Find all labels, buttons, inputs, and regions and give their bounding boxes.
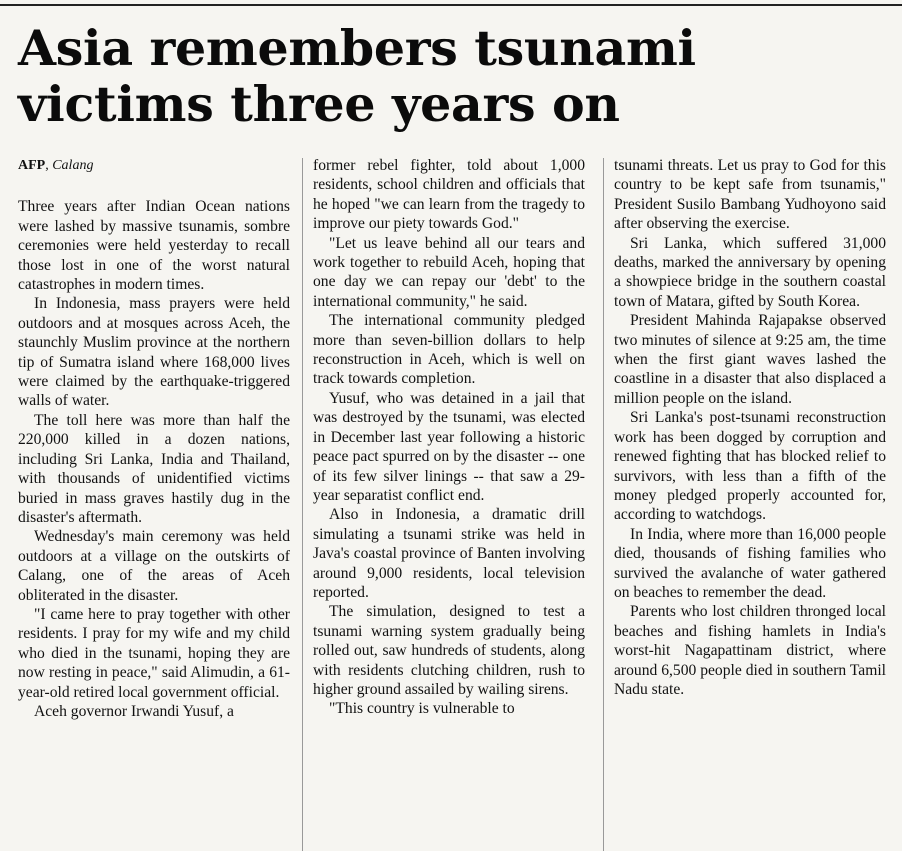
top-rule [0,4,902,6]
byline: AFP, Calang [18,158,94,173]
paragraph: Parents who lost children thronged local beaches and fishing hamlets in India's worst-hit Nagapattinam district, where around 6,500 people died in southern Tamil Nadu state. [614,603,886,698]
paragraph: Also in Indonesia, a dramatic drill simulating a tsunami strike was held in Java's coastal province of Banten involving around 9,000 residents, local television reported. [313,506,585,601]
article-column-1 [18,156,290,721]
column-divider [302,158,303,851]
paragraph: Aceh governor Irwandi Yusuf, a [34,702,234,720]
paragraph: former rebel fighter, told about 1,000 residents, school children and officials that he hoped "we can learn from the tragedy to improve our piety towards God." [313,157,585,233]
paragraph: Sri Lanka's post-tsunami reconstruction work has been dogged by corruption and renewed fighting that has blocked relief to survivors, with less than a fifth of the money pledged properly accounted for, according to watchdogs. [614,409,886,524]
paragraph: In Indonesia, mass prayers were held outdoors and at mosques across Aceh, the staunchly Muslim province at the northern tip of Sumatra island where 168,000 lives were claimed by the earthquake-triggered walls of water. [18,295,290,410]
paragraph: "Let us leave behind all our tears and work together to rebuild Aceh, hoping that one day we can repay our 'debt' to the international community," he said. [313,234,585,310]
article-column-3 [614,156,886,699]
paragraph: The simulation, designed to test a tsunami warning system gradually being rolled out, saw hundreds of students, along with residents clutching children, rush to higher ground assailed by wailing sirens. [313,603,585,698]
article-column-2 [313,156,585,719]
column-divider [603,158,604,851]
paragraph: The toll here was more than half the 220,000 killed in a dozen nations, including Sri Lanka, India and Thailand, with thousands of unidentified victims buried in mass graves hastily dug in the disaster's aftermath. [18,411,290,526]
byline-source: AFP [18,158,46,173]
paragraph: Wednesday's main ceremony was held outdoors at a village on the outskirts of Calang, one of the areas of Aceh obliterated in the disaster. [18,528,290,604]
paragraph: "This country is vulnerable to [329,700,515,718]
paragraph: Sri Lanka, which suffered 31,000 deaths, marked the anniversary by opening a showpiece bridge in the southern coastal town of Matara, gifted by South Korea. [614,234,886,310]
paragraph: The international community pledged more than seven-billion dollars to help reconstruction in Aceh, which is well on track towards completion. [313,312,585,388]
headline: Asia remembers tsunami victims three years on [18,19,696,133]
byline-location: Calang [52,158,94,173]
paragraph: Three years after Indian Ocean nations were lashed by massive tsunamis, sombre ceremonies were held yesterday to recall those lost in one of the worst natural catastrophes in modern times. [18,198,290,294]
paragraph: tsunami threats. Let us pray to God for this country to be kept safe from tsunamis," President Susilo Bambang Yudhoyono said after observing the exercise. [614,157,886,233]
paragraph: "I came here to pray together with other residents. I pray for my wife and my child who died in the tsunami, hoping they are now resting in peace," said Alimudin, a 61-year-old retired local government official. [18,605,290,701]
paragraph: Yusuf, who was detained in a jail that was destroyed by the tsunami, was elected in December last year following a historic peace pact spurred on by the disaster -- one of its few silver linings -- that saw a 29-year separatist conflict end. [313,389,585,504]
paragraph: President Mahinda Rajapakse observed two minutes of silence at 9:25 am, the time when the first giant waves lashed the coastline in a disaster that also displaced a million people on the island. [614,312,886,407]
paragraph: In India, where more than 16,000 people died, thousands of fishing families who survived the avalanche of water gathered on beaches to remember the dead. [614,525,886,601]
